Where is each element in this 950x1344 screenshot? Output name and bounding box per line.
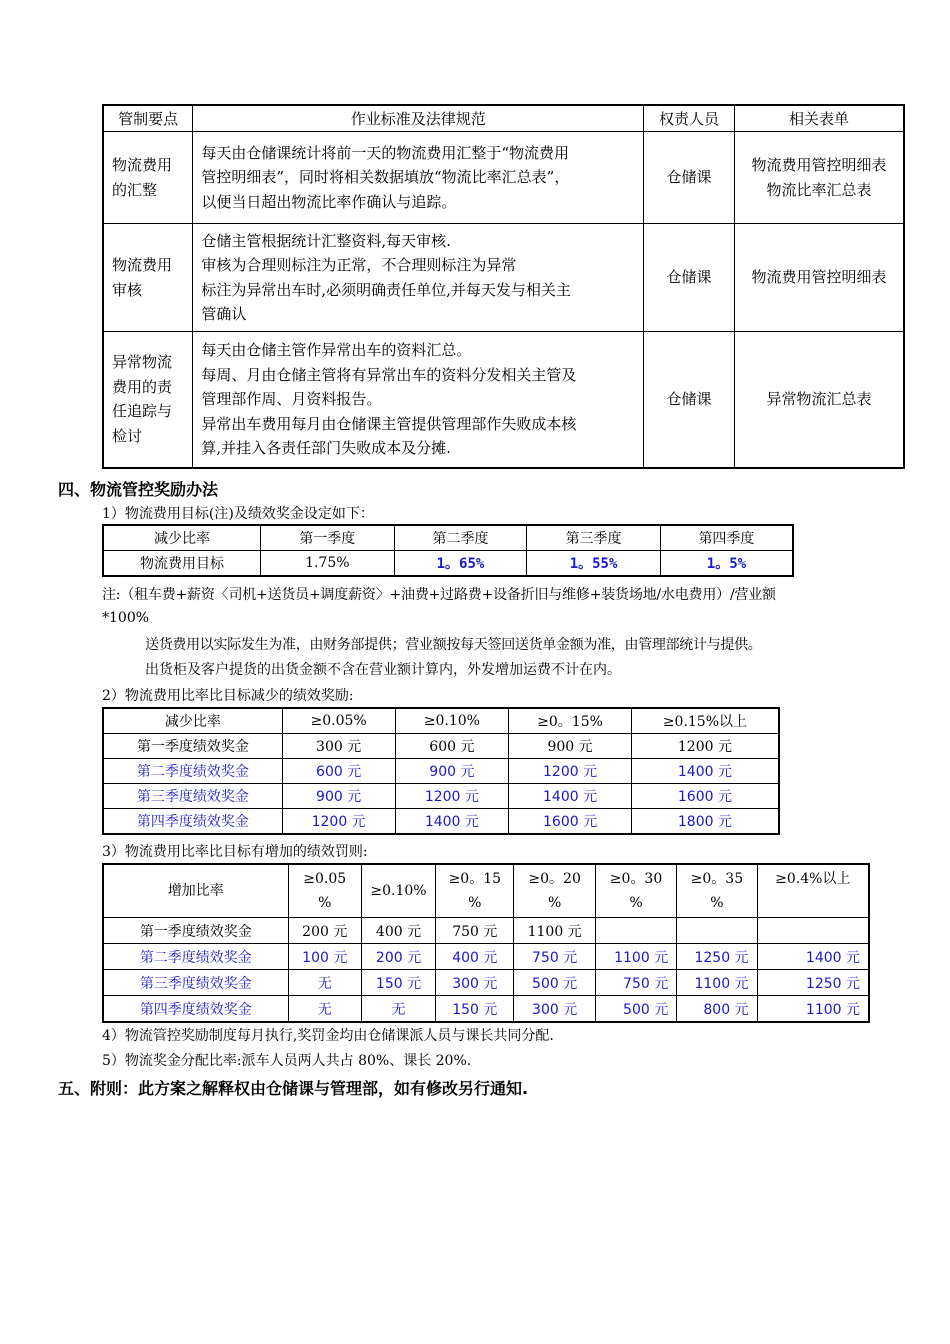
header-cell: 第三季度 — [527, 525, 661, 551]
forms-cell — [734, 132, 904, 224]
header-cell — [757, 864, 869, 918]
table-row — [103, 551, 793, 577]
value-cell: 1100 元 — [514, 918, 595, 944]
value-cell: 1400 元 — [509, 784, 632, 809]
table-row — [103, 996, 869, 1023]
value-cell: 1200 元 — [509, 759, 632, 784]
value-cell: 500 元 — [595, 996, 676, 1023]
text-line: ≥0。35 — [690, 871, 744, 887]
text-line: 物流费用管控明细表 — [751, 156, 887, 174]
value-cell: 1600 元 — [509, 809, 632, 835]
reward-table — [102, 707, 780, 835]
header-cell: 减少比率 — [103, 525, 260, 551]
text-line: 任追踪与 — [112, 402, 173, 421]
text-line: 异常出车费用每月由仓储课主管提供管理部作失败成本核 — [201, 414, 577, 433]
header-cell: 第一季度 — [260, 525, 394, 551]
standard-cell — [193, 332, 644, 468]
value-cell — [677, 918, 757, 944]
text-line: 物流费用 — [112, 156, 173, 174]
table-row — [103, 734, 779, 759]
header-cell — [514, 864, 595, 918]
text-line: ≥0。30 — [609, 871, 663, 887]
person-cell: 仓储课 — [644, 224, 735, 332]
value-cell: 1100 元 — [677, 970, 757, 996]
row-label: 第四季度绩效奖金 — [103, 996, 288, 1023]
text-line: 仓储主管根据统计汇整资料,每天审核. — [201, 231, 451, 250]
header-cell: ≥0.10% — [395, 708, 509, 734]
table-row — [103, 525, 793, 551]
row-label: 第三季度绩效奖金 — [103, 970, 288, 996]
header-cell — [288, 864, 361, 918]
value-cell: 1200 元 — [631, 734, 779, 759]
header-cell: 增加比率 — [103, 864, 288, 918]
item-3-text: 3）物流费用比率比目标有增加的绩效罚则: — [102, 844, 368, 860]
header-cell — [436, 864, 514, 918]
table-row — [103, 944, 869, 970]
value-cell: 1250 元 — [757, 970, 869, 996]
text-line: 异常物流汇总表 — [766, 390, 872, 408]
table-row — [103, 132, 904, 224]
value-cell: 无 — [288, 970, 361, 996]
header-cell: 权责人员 — [644, 105, 735, 132]
header-cell: 管制要点 — [103, 105, 193, 132]
control-point-cell — [103, 132, 193, 224]
text-line: % — [547, 895, 562, 911]
header-cell: 第四季度 — [660, 525, 793, 551]
value-cell: 150 元 — [361, 970, 435, 996]
text-line: 检讨 — [112, 426, 143, 445]
value-cell: 无 — [288, 996, 361, 1023]
note-line: 出货柜及客户提货的出货金额不含在营业额计算内，外发增加运费不计在内。 — [145, 662, 621, 678]
forms-cell — [734, 332, 904, 468]
table-row — [103, 759, 779, 784]
target-table — [102, 524, 794, 577]
value-cell: 1400 元 — [395, 809, 509, 835]
value-cell: 750 元 — [436, 918, 514, 944]
text-line: 异常物流 — [112, 353, 173, 372]
text-line: 以便当日超出物流比率作确认与追踪。 — [201, 192, 457, 211]
value-cell: 400 元 — [361, 918, 435, 944]
value-cell — [595, 918, 676, 944]
penalty-table — [102, 863, 870, 1023]
text-line: % — [710, 895, 724, 911]
value-cell: 600 元 — [282, 759, 395, 784]
text-line: 的汇整 — [112, 180, 158, 199]
text-line: 物流比率汇总表 — [766, 180, 872, 199]
value-cell: 400 元 — [436, 944, 514, 970]
text-line: ≥0。20 — [528, 871, 581, 887]
value-cell: 1800 元 — [631, 809, 779, 835]
note-line: 注:（租车费+薪资〈司机+送货员+调度薪资〉+油费+过路费+设备折旧与维修+装货场地/水电费用）/营业额 — [102, 587, 776, 603]
value-cell: 1250 元 — [677, 944, 757, 970]
text-line: 管控明细表”，同时将相关数据填放“物流比率汇总表”， — [201, 168, 570, 187]
item-5-text: 5）物流奖金分配比率:派车人员两人共占 80%、课长 20%. — [102, 1053, 472, 1069]
person-cell: 仓储课 — [644, 332, 735, 468]
text-line: 管理部作周、月资料报告。 — [201, 390, 382, 408]
row-label: 第二季度绩效奖金 — [103, 759, 282, 784]
text-line: 物流费用 — [112, 256, 173, 274]
header-cell: ≥0.05% — [282, 708, 395, 734]
table-row — [103, 809, 779, 835]
value-cell: 1。55% — [527, 551, 661, 577]
table-row — [103, 970, 869, 996]
value-cell: 200 元 — [288, 918, 361, 944]
control-point-cell — [103, 332, 193, 468]
text-line: ≥0.05 — [303, 871, 347, 887]
row-label: 第四季度绩效奖金 — [103, 809, 282, 835]
text-line: ≥0.4%以上 — [775, 871, 851, 887]
text-line: ≥0。15 — [448, 871, 502, 887]
header-cell: ≥0.15%以上 — [631, 708, 779, 734]
row-label: 第一季度绩效奖金 — [103, 918, 288, 944]
item-4-text: 4）物流管控奖励制度每月执行,奖罚金均由仓储课派人员与课长共同分配. — [102, 1028, 554, 1044]
table-row — [103, 224, 904, 332]
header-cell: 减少比率 — [103, 708, 282, 734]
item-1-text: 1）物流费用目标(注)及绩效奖金设定如下： — [102, 506, 374, 522]
standard-cell — [193, 132, 644, 224]
header-cell — [677, 864, 757, 918]
text-line: 审核为合理则标注为正常，不合理则标注为异常 — [201, 256, 517, 274]
value-cell: 900 元 — [395, 759, 509, 784]
text-line: 每周、月由仓储主管将有异常出车的资料分发相关主管及 — [201, 365, 577, 384]
person-cell: 仓储课 — [644, 132, 735, 224]
value-cell: 500 元 — [514, 970, 595, 996]
header-cell: ≥0。15% — [509, 708, 632, 734]
note-line: 送货费用以实际发生为准，由财务部提供；营业额按每天签回送货单金额为准，由管理部统计与提供。 — [145, 637, 762, 653]
value-cell: 1。5% — [660, 551, 793, 577]
table-row — [103, 332, 904, 468]
text-line: 标注为异常出车时,必须明确责任单位,并每天发与相关主 — [201, 280, 571, 299]
forms-cell — [734, 224, 904, 332]
value-cell: 1600 元 — [631, 784, 779, 809]
text-line: 管确认 — [201, 305, 247, 323]
text-line: 算,并挂入各责任部门失败成本及分摊. — [201, 439, 451, 457]
value-cell: 600 元 — [395, 734, 509, 759]
section-5-title: 五、附则：此方案之解释权由仓储课与管理部，如有修改另行通知. — [58, 1079, 529, 1098]
row-label: 第一季度绩效奖金 — [103, 734, 282, 759]
note-line: *100% — [102, 610, 150, 626]
table-row — [103, 918, 869, 944]
value-cell: 1200 元 — [395, 784, 509, 809]
control-point-cell — [103, 224, 193, 332]
value-cell: 150 元 — [436, 996, 514, 1023]
value-cell: 750 元 — [595, 970, 676, 996]
value-cell: 300 元 — [514, 996, 595, 1023]
value-cell: 无 — [361, 996, 435, 1023]
value-cell: 1.75% — [260, 551, 394, 577]
section-4-title: 四、物流管控奖励办法 — [58, 480, 219, 499]
value-cell: 300 元 — [282, 734, 395, 759]
text-line: ≥0.10% — [370, 883, 427, 899]
value-cell: 1。65% — [394, 551, 527, 577]
value-cell: 1200 元 — [282, 809, 395, 835]
value-cell: 100 元 — [288, 944, 361, 970]
row-label: 第二季度绩效奖金 — [103, 944, 288, 970]
item-2-text: 2）物流费用比率比目标减少的绩效奖励: — [102, 688, 354, 704]
standard-cell — [193, 224, 644, 332]
header-cell — [595, 864, 676, 918]
value-cell: 750 元 — [514, 944, 595, 970]
table-row — [103, 708, 779, 734]
text-line: 每天由仓储主管作异常出车的资料汇总。 — [201, 341, 472, 359]
value-cell: 1100 元 — [757, 996, 869, 1023]
value-cell: 900 元 — [282, 784, 395, 809]
value-cell: 1100 元 — [595, 944, 676, 970]
control-table-header — [103, 105, 904, 132]
header-cell: 作业标准及法律规范 — [193, 105, 644, 132]
table-row — [103, 784, 779, 809]
value-cell: 300 元 — [436, 970, 514, 996]
header-cell — [361, 864, 435, 918]
value-cell: 200 元 — [361, 944, 435, 970]
table-row — [103, 864, 869, 918]
row-label: 第三季度绩效奖金 — [103, 784, 282, 809]
text-line: 审核 — [112, 280, 143, 299]
header-cell: 相关表单 — [734, 105, 904, 132]
text-line: 每天由仓储课统计将前一天的物流费用汇整于“物流费用 — [201, 143, 569, 162]
value-cell: 900 元 — [509, 734, 632, 759]
text-line: % — [318, 895, 332, 911]
text-line: 物流费用管控明细表 — [751, 268, 887, 287]
header-cell: 第二季度 — [394, 525, 527, 551]
text-line: 费用的责 — [112, 377, 173, 396]
control-table — [102, 104, 905, 469]
text-line: % — [629, 895, 643, 911]
value-cell — [757, 918, 869, 944]
row-label: 物流费用目标 — [103, 551, 260, 577]
value-cell: 1400 元 — [757, 944, 869, 970]
value-cell: 1400 元 — [631, 759, 779, 784]
value-cell: 800 元 — [677, 996, 757, 1023]
text-line: % — [468, 895, 482, 911]
